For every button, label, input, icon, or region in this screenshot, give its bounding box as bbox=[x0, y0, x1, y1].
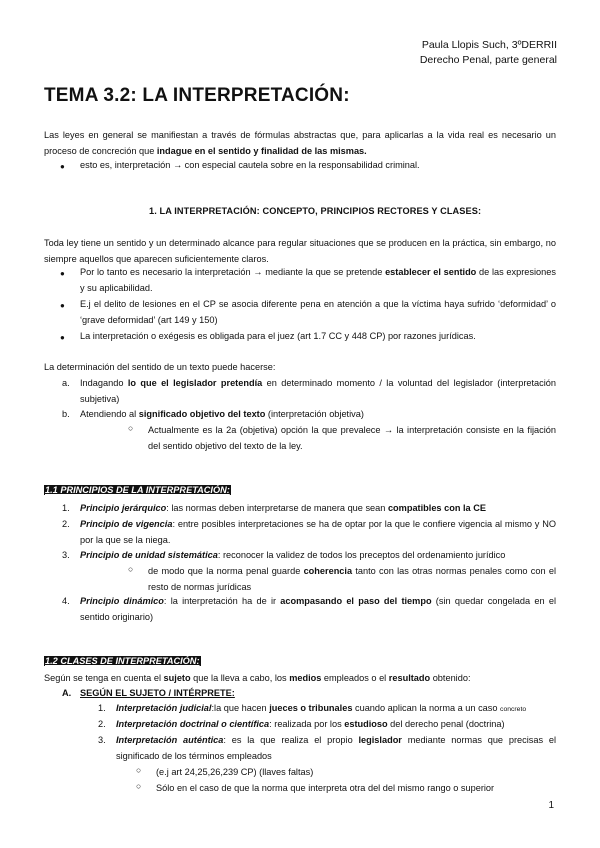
text: : entre posibles interpretaciones se ha de optar por la que le confiere vigencia al mismo y NO por la que se la niega. bbox=[80, 519, 556, 545]
bold-text: acompasando el paso del tiempo bbox=[280, 596, 432, 606]
list-number: 1. bbox=[62, 503, 70, 513]
bold-text: compatibles con la CE bbox=[387, 503, 486, 513]
label: Interpretación auténtica bbox=[116, 735, 224, 745]
label: Interpretación judicial bbox=[116, 703, 212, 713]
list-label-A: A. bbox=[62, 688, 72, 698]
label: Interpretación doctrinal o científica bbox=[116, 719, 270, 729]
text: Por lo tanto es necesario la interpretación → mediante la que se pretende bbox=[80, 267, 386, 277]
bullet-icon: ● bbox=[60, 269, 65, 278]
list-number: 3. bbox=[98, 735, 106, 745]
list-item-a bbox=[80, 376, 556, 407]
bold-text: coherencia bbox=[303, 566, 353, 576]
text: cuando aplican la norma a un caso bbox=[352, 703, 501, 713]
text: de modo que la norma penal guarde bbox=[148, 566, 304, 576]
intro-text: Las leyes en general se manifiestan a través de fórmulas abstractas que, para aplicarlas a la vida real es necesario un proceso de concreción que bbox=[44, 130, 556, 156]
principle-item-4 bbox=[80, 594, 556, 625]
list-number: 2. bbox=[98, 719, 106, 729]
label: Principio de unidad sistemática bbox=[80, 550, 218, 560]
list-item-b-sub: Actualmente es la 2a (objetiva) opción la que prevalece → la interpretación consiste en la fijación del sentido objetivo del texto de la ley. bbox=[148, 425, 556, 451]
list-label-a: a. bbox=[62, 378, 70, 388]
page-title: TEMA 3.2: LA INTERPRETACIÓN: bbox=[44, 85, 350, 106]
bold-text: resultado bbox=[388, 673, 431, 683]
section1-bullet-1 bbox=[80, 265, 556, 296]
text: del derecho penal (doctrina) bbox=[387, 719, 505, 729]
section1-paragraph-2: La determinación del sentido de un texto puede hacerse: bbox=[44, 362, 276, 372]
bold-text: legislador bbox=[358, 735, 402, 745]
text: (interpretación objetiva) bbox=[265, 409, 364, 419]
list-item-b bbox=[80, 407, 556, 423]
principle-item-3-sub bbox=[148, 564, 556, 595]
section1-bullet-3: La interpretación o exégesis es obligada para el juez (art 1.7 CC y 448 CP) por razones jurídicas. bbox=[80, 331, 476, 341]
text: : es la que realiza el propio bbox=[223, 735, 359, 745]
text: :la que hacen bbox=[211, 703, 270, 713]
text: en determinado momento / la voluntad del legislador (interpretación subjetiva) bbox=[80, 378, 556, 404]
text: : reconocer la validez de todos los preceptos del ordenamiento jurídico bbox=[217, 550, 506, 560]
section12-subheading: SEGÚN EL SUJETO / INTÉRPRETE: bbox=[80, 688, 235, 698]
text: (sin quedar congelada en el sentido originario) bbox=[80, 596, 556, 622]
text: : la interpretación ha de ir bbox=[163, 596, 281, 606]
bullet-icon: ● bbox=[60, 333, 65, 342]
text: mediante normas que precisas el significado de los términos empleados bbox=[116, 735, 557, 761]
page-number: 1 bbox=[548, 800, 554, 811]
intro-bullet: esto es, interpretación → con especial cautela sobre en la responsabilidad criminal. bbox=[80, 160, 420, 170]
text: obtenido: bbox=[430, 673, 471, 683]
bold-text: estudioso bbox=[344, 719, 388, 729]
text: Según se tenga en cuenta el bbox=[44, 673, 164, 683]
section1-paragraph: Toda ley tiene un sentido y un determinado alcance para regular situaciones que se producen en la práctica, sin embargo, no siempre aquellos que aparecen suficientemente claros. bbox=[44, 238, 556, 264]
bullet-icon: ● bbox=[60, 301, 65, 310]
label: Principio dinámico bbox=[80, 596, 164, 606]
text: tanto con las otras normas penales como con el resto de normas jurídicas bbox=[148, 566, 556, 592]
bold-text: sujeto bbox=[163, 673, 191, 683]
label: Principio de vigencia bbox=[80, 519, 173, 529]
bold-text: establecer el sentido bbox=[385, 267, 477, 277]
label: Principio jerárquico bbox=[80, 503, 167, 513]
text: Atendiendo al bbox=[80, 409, 139, 419]
intro-paragraph bbox=[44, 128, 556, 159]
circle-bullet-icon: ○ bbox=[136, 781, 142, 791]
text: empleados o el bbox=[321, 673, 389, 683]
header-subject: Derecho Penal, parte general bbox=[419, 54, 557, 66]
principle-item-1 bbox=[80, 501, 556, 517]
section1-heading: 1. LA INTERPRETACIÓN: CONCEPTO, PRINCIPIOS RECTORES Y CLASES: bbox=[149, 206, 482, 216]
bold-text: lo que el legislador pretendía bbox=[127, 378, 263, 388]
list-number: 2. bbox=[62, 519, 70, 529]
small-text: concreto bbox=[500, 706, 527, 713]
class-item-1 bbox=[116, 701, 556, 718]
text: Indagando bbox=[80, 378, 128, 388]
circle-bullet-icon: ○ bbox=[128, 564, 134, 574]
class-item-3-sub-2: Sólo en el caso de que la norma que interpreta otra del del mismo rango o superior bbox=[156, 783, 495, 793]
text: : realizada por los bbox=[269, 719, 345, 729]
section12-intro bbox=[44, 671, 556, 687]
class-item-2 bbox=[116, 717, 556, 733]
list-label-b: b. bbox=[62, 409, 70, 419]
class-item-3 bbox=[116, 733, 556, 764]
bullet-icon: ● bbox=[60, 162, 65, 171]
bold-text: medios bbox=[289, 673, 322, 683]
section1-bullet-2: E.j el delito de lesiones en el CP se asocia diferente pena en atención a que la víctima haya sufrido ‘deformidad’ o ‘grave deformidad’ (art 149 y 150) bbox=[80, 299, 556, 325]
class-item-3-sub-1: (e.j art 24,25,26,239 CP) (llaves faltas) bbox=[156, 767, 314, 777]
bold-text: jueces o tribunales bbox=[269, 703, 353, 713]
principle-item-3 bbox=[80, 548, 556, 564]
list-number: 3. bbox=[62, 550, 70, 560]
circle-bullet-icon: ○ bbox=[128, 423, 134, 433]
section11-heading: 1.1 PRINCIPIOS DE LA INTERPRETACIÓN: bbox=[45, 485, 230, 495]
circle-bullet-icon: ○ bbox=[136, 765, 142, 775]
section12-heading: 1.2 CLASES DE INTERPRETACIÓN: bbox=[45, 656, 200, 666]
list-number: 1. bbox=[98, 703, 106, 713]
intro-bold: indague en el sentido y finalidad de las mismas. bbox=[156, 145, 367, 156]
text: : las normas deben interpretarse de manera que sean bbox=[166, 503, 388, 513]
bold-text: significado objetivo del texto bbox=[138, 409, 266, 419]
principle-item-2 bbox=[80, 517, 556, 548]
text: de las expresiones y su aplicabilidad. bbox=[80, 267, 556, 293]
text: que la lleva a cabo, los bbox=[190, 673, 290, 683]
header-author: Paula Llopis Such, 3ºDERRII bbox=[421, 39, 557, 51]
list-number: 4. bbox=[62, 596, 70, 606]
